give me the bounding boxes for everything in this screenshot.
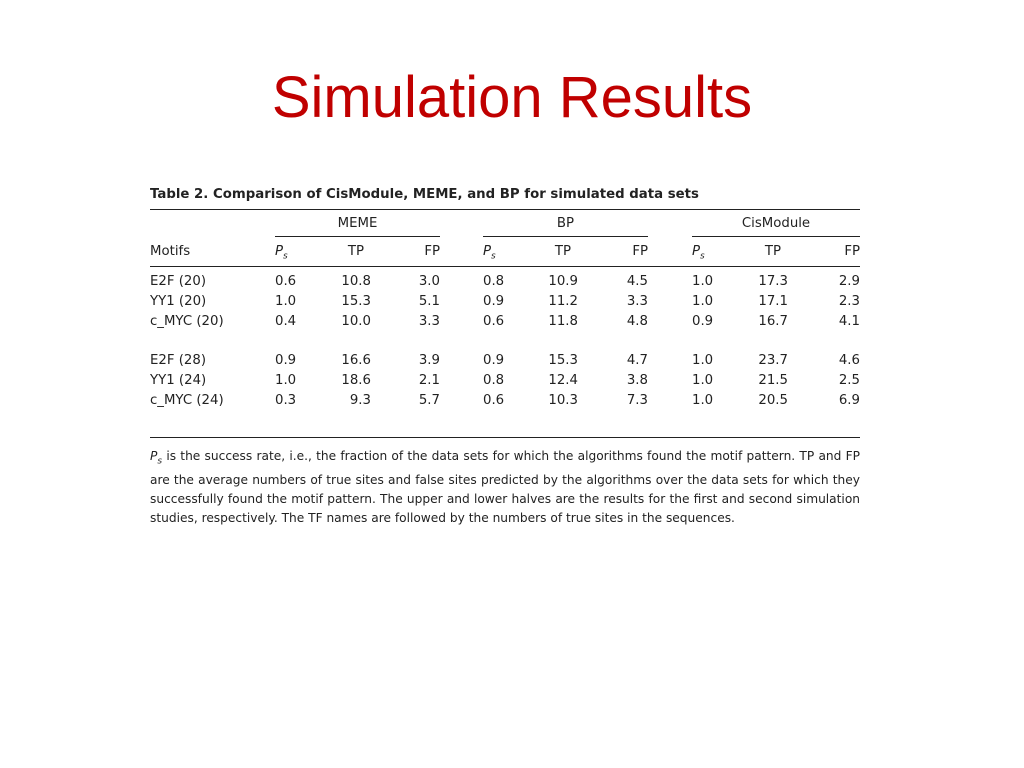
- subheader-fp-bp: FP: [632, 244, 648, 259]
- subheader-tp-meme: TP: [347, 244, 365, 259]
- cell-ps-bp: 0.9: [483, 294, 505, 309]
- table-row-motif: YY1 (24): [150, 373, 207, 388]
- table-row-motif: c_MYC (20): [150, 314, 224, 329]
- subheader-tp-cismodule: TP: [764, 244, 782, 259]
- cell-ps-bp: 0.9: [483, 353, 505, 368]
- table-caption-label: Table 2.: [150, 187, 209, 202]
- cell-tp-cismodule: 17.1: [758, 294, 788, 309]
- cell-ps-meme: 0.3: [275, 393, 297, 408]
- cell-tp-meme: 16.6: [341, 353, 371, 368]
- table-caption: [150, 185, 860, 207]
- cell-tp-meme: 9.3: [349, 393, 371, 408]
- cell-tp-cismodule: 20.5: [758, 393, 788, 408]
- subheader-fp-meme: FP: [424, 244, 440, 259]
- cell-tp-bp: 11.8: [548, 314, 578, 329]
- subheader-ps-meme: $P_s$: [275, 244, 288, 262]
- column-header-motifs: Motifs: [150, 244, 191, 259]
- cell-tp-cismodule: 23.7: [758, 353, 788, 368]
- cell-fp-cismodule: 6.9: [838, 393, 860, 408]
- subheader-tp-bp: TP: [554, 244, 572, 259]
- footnote-text: is the success rate, i.e., the fraction of the data sets for which the algorithms found the motif pattern. TP and FP are the average numbers of true sites and false sites predicted by the algorithms over the data sets for which they successfully found the motif pattern. The upper and lower halves are the results for the first and second simulation studies, respectively. The TF names are followed by the numbers of true sites in the sequences.: [150, 449, 860, 526]
- cell-fp-cismodule: 4.1: [838, 314, 860, 329]
- cell-ps-meme: 1.0: [275, 294, 297, 309]
- cell-fp-bp: 4.8: [626, 314, 648, 329]
- cell-ps-bp: 0.6: [483, 393, 505, 408]
- cell-ps-meme: 0.6: [275, 274, 297, 289]
- cell-fp-bp: 3.8: [626, 373, 648, 388]
- cell-fp-meme: 5.1: [418, 294, 440, 309]
- cell-fp-cismodule: 2.3: [838, 294, 860, 309]
- group-header-meme: MEME: [337, 216, 378, 231]
- cell-fp-meme: 3.3: [418, 314, 440, 329]
- cell-fp-bp: 4.5: [626, 274, 648, 289]
- cell-ps-cismodule: 1.0: [692, 274, 714, 289]
- header-rule: [150, 266, 860, 267]
- cell-tp-cismodule: 16.7: [758, 314, 788, 329]
- cell-ps-cismodule: 0.9: [692, 314, 714, 329]
- subheader-fp-cismodule: FP: [844, 244, 860, 259]
- footnote-ps-symbol: $P_s$: [150, 449, 163, 467]
- subheader-ps-cismodule: $P_s$: [692, 244, 705, 262]
- cell-fp-bp: 3.3: [626, 294, 648, 309]
- group-rule-cismodule: [692, 236, 860, 237]
- subheader-ps-bp: $P_s$: [483, 244, 496, 262]
- cell-fp-meme: 5.7: [418, 393, 440, 408]
- table-row-motif: YY1 (20): [150, 294, 207, 309]
- group-header-cismodule: CisModule: [741, 216, 811, 231]
- cell-fp-meme: 2.1: [418, 373, 440, 388]
- cell-tp-meme: 18.6: [341, 373, 371, 388]
- cell-ps-cismodule: 1.0: [692, 294, 714, 309]
- cell-ps-bp: 0.8: [483, 373, 505, 388]
- group-header-bp: BP: [556, 216, 575, 231]
- cell-ps-cismodule: 1.0: [692, 353, 714, 368]
- table-grid: [150, 207, 860, 443]
- cell-tp-meme: 10.8: [341, 274, 371, 289]
- cell-ps-cismodule: 1.0: [692, 373, 714, 388]
- bottom-rule: [150, 437, 860, 438]
- cell-ps-meme: 1.0: [275, 373, 297, 388]
- results-table: [150, 185, 860, 528]
- table-caption-text: Comparison of CisModule, MEME, and BP for simulated data sets: [213, 187, 699, 202]
- cell-tp-bp: 12.4: [548, 373, 578, 388]
- cell-ps-meme: 0.4: [275, 314, 297, 329]
- cell-fp-meme: 3.9: [418, 353, 440, 368]
- cell-fp-bp: 4.7: [626, 353, 648, 368]
- table-footnote: [150, 447, 860, 528]
- cell-tp-bp: 15.3: [548, 353, 578, 368]
- table-row-motif: E2F (28): [150, 353, 207, 368]
- cell-tp-cismodule: 21.5: [758, 373, 788, 388]
- cell-tp-bp: 10.9: [548, 274, 578, 289]
- table-row-motif: c_MYC (24): [150, 393, 224, 408]
- cell-ps-bp: 0.8: [483, 274, 505, 289]
- cell-tp-meme: 10.0: [341, 314, 371, 329]
- cell-fp-bp: 7.3: [626, 393, 648, 408]
- cell-ps-meme: 0.9: [275, 353, 297, 368]
- table-row-motif: E2F (20): [150, 274, 207, 289]
- cell-fp-meme: 3.0: [418, 274, 440, 289]
- cell-tp-bp: 11.2: [548, 294, 578, 309]
- group-rule-meme: [275, 236, 440, 237]
- cell-fp-cismodule: 2.5: [838, 373, 860, 388]
- cell-tp-bp: 10.3: [548, 393, 578, 408]
- cell-ps-bp: 0.6: [483, 314, 505, 329]
- top-rule: [150, 209, 860, 210]
- cell-fp-cismodule: 4.6: [838, 353, 860, 368]
- group-rule-bp: [483, 236, 648, 237]
- cell-ps-cismodule: 1.0: [692, 393, 714, 408]
- cell-tp-meme: 15.3: [341, 294, 371, 309]
- cell-tp-cismodule: 17.3: [758, 274, 788, 289]
- slide-title: Simulation Results: [271, 65, 753, 130]
- cell-fp-cismodule: 2.9: [838, 274, 860, 289]
